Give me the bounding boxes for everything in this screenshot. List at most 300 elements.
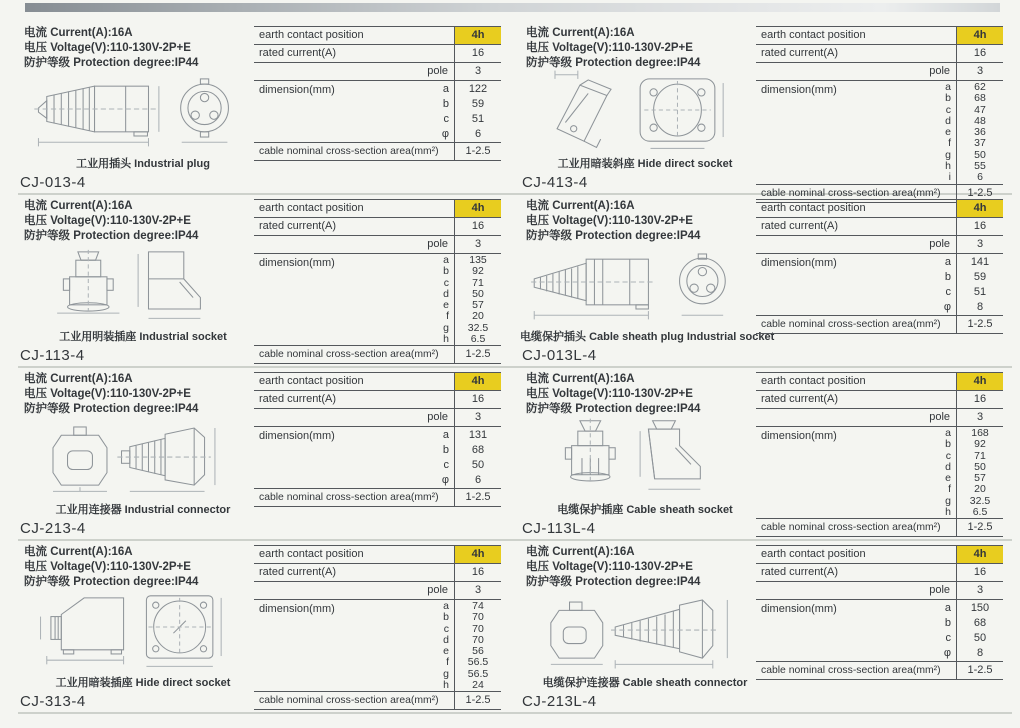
rated-current-value: 16 [454,564,501,581]
dim-value: 59 [471,98,485,110]
caption-english: Industrial socket [139,331,227,343]
dim-values [454,254,501,345]
product-section [520,22,1012,199]
cable-area-row [254,143,501,161]
pole-row [756,63,1003,81]
dim-letter: e [443,299,449,312]
dim-value: 48 [974,114,986,127]
catalog-row [18,22,1012,199]
model-number: CJ-113-4 [20,347,85,364]
dim-value: 6 [474,128,482,140]
caption-chinese: 电缆保护连接器 [542,677,620,689]
dim-letter: h [443,333,449,346]
dim-letters [442,428,454,488]
pole-row [756,236,1003,254]
rated-current-label: rated current(A) [259,220,337,232]
dim-letter: a [443,600,449,612]
spec-table [756,199,1003,334]
dim-letter: d [443,287,449,300]
product-section [520,541,1012,712]
rated-current-label: rated current(A) [761,47,839,59]
dim-letter: g [945,148,951,161]
dim-value: 50 [974,148,986,161]
product-caption [18,155,268,171]
pole-row [254,582,501,600]
product-caption [520,501,770,517]
rated-current-value: 16 [454,45,501,62]
spec-voltage: 电压 Voltage(V):110-130V-2P+E [24,214,191,227]
technical-drawing [26,408,244,502]
dim-value: 51 [471,113,485,125]
spec-voltage: 电压 Voltage(V):110-130V-2P+E [526,387,693,400]
cable-area-label: cable nominal cross-section area(mm²) [259,492,439,503]
dim-letter: f [446,310,449,323]
caption-chinese: 电缆保护插座 [557,504,624,516]
product-caption [520,328,775,344]
caption-chinese: 工业用插头 [76,158,132,170]
dim-values [956,427,1003,518]
dim-value: 57 [472,299,484,312]
pole-row [756,409,1003,427]
product-section [18,22,520,193]
pole-label: pole [427,411,448,423]
product-caption [18,328,268,344]
rated-current-row [254,218,501,236]
dim-value: 56.5 [467,656,489,669]
pole-row [254,63,501,81]
spec-voltage: 电压 Voltage(V):110-130V-2P+E [24,41,191,54]
cable-area-label: cable nominal cross-section area(mm²) [259,349,439,361]
cable-area-label: cable nominal cross-section area(mm²) [761,665,941,676]
dim-letter: c [443,622,449,635]
technical-drawing [528,408,746,502]
catalog-row [18,368,1012,541]
dimension-row [254,427,501,489]
caption-english: Industrial plug [134,158,210,170]
dim-letter: b [443,611,449,624]
model-number: CJ-013L-4 [522,347,597,364]
cable-area-value: 1-2.5 [454,143,501,160]
caption-english: Hide direct socket [637,158,733,170]
model-number: CJ-113L-4 [522,520,596,537]
cable-area-label: cable nominal cross-section area(mm²) [761,522,941,534]
pole-label: pole [929,65,950,77]
pole-label: pole [427,65,448,77]
dim-value: 71 [974,449,986,462]
dim-letter: φ [441,474,449,486]
rated-current-row [254,45,501,63]
earth-contact-row [254,27,501,45]
dim-letter: a [442,83,449,95]
dim-value: 68 [973,617,987,629]
cable-area-row [254,346,501,364]
earth-position-value: 4h [454,546,501,563]
technical-drawing [26,581,244,675]
technical-drawing [528,62,746,156]
product-section [520,368,1012,539]
earth-position-value: 4h [454,373,501,390]
dim-letter: b [442,98,449,110]
spec-table [756,372,1003,537]
caption-english: Cable sheath connector [622,677,748,689]
dim-letters [945,82,956,184]
technical-drawing [26,62,244,156]
dim-value: 168 [971,427,989,439]
dim-value: 92 [974,438,986,451]
dimension-label: dimension(mm) [259,257,335,269]
dim-letter: a [443,254,449,266]
dim-value: 50 [472,287,484,300]
rated-current-row [254,564,501,582]
spec-voltage: 电压 Voltage(V):110-130V-2P+E [526,41,693,54]
dim-values [956,81,1003,184]
rated-current-label: rated current(A) [761,393,839,405]
spec-voltage: 电压 Voltage(V):110-130V-2P+E [526,560,693,573]
pole-label: pole [929,411,950,423]
dim-letter: e [945,126,951,139]
pole-value: 3 [956,63,1003,80]
spec-voltage: 电压 Voltage(V):110-130V-2P+E [526,214,693,227]
cable-area-label: cable nominal cross-section area(mm²) [761,187,941,199]
dim-value: 70 [472,633,484,646]
dim-letter: f [948,483,951,496]
rated-current-row [756,391,1003,409]
spec-current: 电流 Current(A):16A [24,200,133,212]
rated-current-value: 16 [956,45,1003,62]
cable-area-row [756,316,1003,334]
spec-table [756,545,1003,680]
rated-current-label: rated current(A) [259,393,337,405]
dim-value: 70 [472,622,484,635]
dimension-label: dimension(mm) [761,430,837,442]
rated-current-row [756,564,1003,582]
dim-letter: φ [943,301,951,313]
spec-current: 电流 Current(A):16A [24,27,133,39]
dim-value: 55 [974,160,986,173]
dim-value: 56.5 [467,667,489,680]
caption-english: Hide direct socket [135,677,231,689]
cable-area-label: cable nominal cross-section area(mm²) [259,146,439,157]
dim-value: 6.5 [972,506,988,519]
technical-drawing [528,235,746,329]
model-number: CJ-013-4 [20,174,86,191]
dimension-row [756,600,1003,662]
spec-protection: 防护等级 Protection degree:IP44 [526,229,701,242]
dim-letter: b [945,438,951,451]
dim-letter: c [945,632,951,644]
rated-current-label: rated current(A) [761,566,839,578]
cable-area-value: 1-2.5 [454,489,501,506]
cable-area-label: cable nominal cross-section area(mm²) [259,695,439,707]
dim-value: 68 [974,92,986,105]
dim-letter: f [446,656,449,669]
dim-value: 62 [974,81,986,93]
spec-table [254,372,501,507]
dimension-row [254,81,501,143]
cable-area-value: 1-2.5 [956,185,1003,202]
product-caption [520,155,770,171]
dim-letter: g [443,667,449,680]
spec-current: 电流 Current(A):16A [526,200,635,212]
dimension-label: dimension(mm) [259,84,335,96]
spec-table [756,26,1003,203]
dim-letter: c [443,113,449,125]
earth-position-value: 4h [956,27,1003,44]
dim-value: 92 [472,265,484,278]
cable-area-value: 1-2.5 [956,519,1003,536]
rated-current-value: 16 [956,391,1003,408]
dimension-label: dimension(mm) [259,430,335,442]
dim-letter: i [948,171,951,184]
caption-english: Industrial connector [124,504,231,516]
product-caption [18,501,268,517]
dim-value: 6.5 [470,333,486,346]
cable-area-value: 1-2.5 [956,316,1003,333]
pole-value: 3 [454,582,501,599]
dim-value: 24 [472,679,484,692]
earth-contact-row [254,373,501,391]
pole-value: 3 [956,409,1003,426]
dim-letter: c [443,276,449,289]
dim-value: 131 [468,429,488,441]
dimension-label: dimension(mm) [761,603,837,615]
dim-letter: a [945,427,951,439]
dim-letters [442,82,454,142]
dim-values [956,600,1003,661]
product-section [520,195,1012,366]
cable-area-value: 1-2.5 [454,346,501,363]
dim-letter: d [443,633,449,646]
pole-value: 3 [454,236,501,253]
dim-letter: b [944,271,951,283]
earth-contact-row [254,546,501,564]
dim-value: 74 [472,600,484,612]
dim-letter: φ [943,647,951,659]
spec-current: 电流 Current(A):16A [526,546,635,558]
dim-letter: b [945,92,951,105]
dim-letter: b [443,265,449,278]
dim-letter: b [442,444,449,456]
caption-english: Cable sheath socket [626,504,733,516]
spec-table [254,26,501,161]
cable-area-value: 1-2.5 [956,662,1003,679]
dim-value: 32.5 [969,494,991,507]
dim-letter: e [945,472,951,485]
rated-current-label: rated current(A) [259,47,337,59]
earth-contact-row [756,27,1003,45]
rated-current-value: 16 [454,391,501,408]
rated-current-label: rated current(A) [259,566,337,578]
dim-value: 36 [974,126,986,139]
dimension-row [254,600,501,692]
dim-letter: g [945,494,951,507]
dim-letter: e [443,645,449,658]
dimension-row [756,81,1003,185]
dimension-label: dimension(mm) [761,84,837,96]
pole-value: 3 [956,236,1003,253]
spec-protection: 防护等级 Protection degree:IP44 [526,56,701,69]
rated-current-row [254,391,501,409]
pole-value: 3 [454,63,501,80]
earth-contact-label: earth contact position [259,202,364,214]
earth-contact-row [756,200,1003,218]
dim-letter: a [944,602,951,614]
pole-row [756,582,1003,600]
spec-current: 电流 Current(A):16A [526,27,635,39]
dimension-row [756,427,1003,519]
dim-values [454,600,501,691]
earth-contact-label: earth contact position [761,548,866,560]
dim-value: 70 [472,611,484,624]
dim-letter: c [443,459,449,471]
model-number: CJ-413-4 [522,174,588,191]
pole-label: pole [929,238,950,250]
dim-value: 50 [974,460,986,473]
dim-letters [945,428,956,518]
spec-current: 电流 Current(A):16A [526,373,635,385]
pole-label: pole [929,584,950,596]
product-caption [18,674,268,690]
earth-contact-row [756,373,1003,391]
rated-current-label: rated current(A) [761,220,839,232]
dim-values [956,254,1003,315]
spec-protection: 防护等级 Protection degree:IP44 [526,402,701,415]
dim-letter: a [442,429,449,441]
product-section [18,195,520,366]
rated-current-value: 16 [956,564,1003,581]
earth-position-value: 4h [956,200,1003,217]
dim-letter: φ [441,128,449,140]
earth-contact-label: earth contact position [259,548,364,560]
caption-chinese: 工业用暗装插座 [55,677,133,689]
earth-position-value: 4h [454,27,501,44]
dim-value: 32.5 [467,321,489,334]
dim-value: 68 [471,444,485,456]
dim-letters [944,255,956,315]
spec-protection: 防护等级 Protection degree:IP44 [24,575,199,588]
dim-letter: a [945,81,951,93]
earth-contact-row [254,200,501,218]
dim-value: 6 [474,474,482,486]
catalog-row [18,195,1012,368]
dim-value: 150 [970,602,990,614]
spec-protection: 防护等级 Protection degree:IP44 [24,56,199,69]
dim-value: 141 [970,256,990,268]
caption-chinese: 电缆保护插头 [520,331,586,343]
model-number: CJ-213L-4 [522,693,597,710]
dimension-row [254,254,501,346]
dim-value: 135 [469,254,487,266]
caption-chinese: 工业用连接器 [55,504,122,516]
spec-protection: 防护等级 Protection degree:IP44 [526,575,701,588]
pole-value: 3 [956,582,1003,599]
product-section [18,368,520,539]
cable-area-label: cable nominal cross-section area(mm²) [761,319,941,330]
dim-value: 47 [974,103,986,116]
dim-value: 8 [976,647,984,659]
dim-value: 71 [472,276,484,289]
caption-chinese: 工业用明装插座 [59,331,137,343]
earth-position-value: 4h [956,546,1003,563]
dim-letter: h [945,506,951,519]
dim-letters [443,601,454,691]
dim-letter: g [443,321,449,334]
pole-row [254,409,501,427]
dim-letter: h [945,160,951,173]
dimension-label: dimension(mm) [761,257,837,269]
dim-value: 8 [976,301,984,313]
product-caption [520,674,770,690]
dim-value: 20 [974,483,986,496]
earth-contact-label: earth contact position [761,375,866,387]
dim-letters [944,601,956,661]
spec-voltage: 电压 Voltage(V):110-130V-2P+E [24,387,191,400]
cable-area-value: 1-2.5 [454,692,501,709]
rated-current-value: 16 [956,218,1003,235]
dim-values [454,81,501,142]
dim-value: 122 [468,83,488,95]
cable-area-row [254,692,501,710]
dim-values [454,427,501,488]
model-number: CJ-313-4 [20,693,86,710]
caption-english: Cable sheath plug Industrial socket [589,331,775,343]
technical-drawing [26,235,244,329]
technical-drawing [528,581,746,675]
cable-area-row [756,662,1003,680]
dim-value: 6 [977,171,983,184]
dimension-label: dimension(mm) [259,603,335,615]
pole-label: pole [427,584,448,596]
dim-letter: h [443,679,449,692]
catalog-row [18,541,1012,714]
dim-letter: d [945,460,951,473]
pole-label: pole [427,238,448,250]
cable-area-row [756,519,1003,537]
dim-value: 50 [471,459,485,471]
spec-table [254,545,501,710]
spec-current: 电流 Current(A):16A [24,546,133,558]
dim-value: 51 [973,286,987,298]
cable-area-row [254,489,501,507]
rated-current-row [756,218,1003,236]
spec-protection: 防护等级 Protection degree:IP44 [24,229,199,242]
rated-current-value: 16 [454,218,501,235]
spec-table [254,199,501,364]
dimension-row [756,254,1003,316]
pole-row [254,236,501,254]
dim-value: 20 [472,310,484,323]
dim-value: 57 [974,472,986,485]
dim-letters [443,255,454,345]
top-gradient-bar [25,3,1000,12]
caption-chinese: 工业用暗装斜座 [557,158,635,170]
spec-voltage: 电压 Voltage(V):110-130V-2P+E [24,560,191,573]
model-number: CJ-213-4 [20,520,86,537]
earth-position-value: 4h [956,373,1003,390]
earth-contact-label: earth contact position [259,375,364,387]
product-section [18,541,520,712]
earth-contact-label: earth contact position [259,29,364,41]
earth-contact-row [756,546,1003,564]
dim-letter: a [944,256,951,268]
dim-letter: c [945,286,951,298]
dim-value: 37 [974,137,986,150]
dim-value: 59 [973,271,987,283]
dim-value: 56 [472,645,484,658]
dim-value: 50 [973,632,987,644]
dim-letter: b [944,617,951,629]
earth-position-value: 4h [454,200,501,217]
